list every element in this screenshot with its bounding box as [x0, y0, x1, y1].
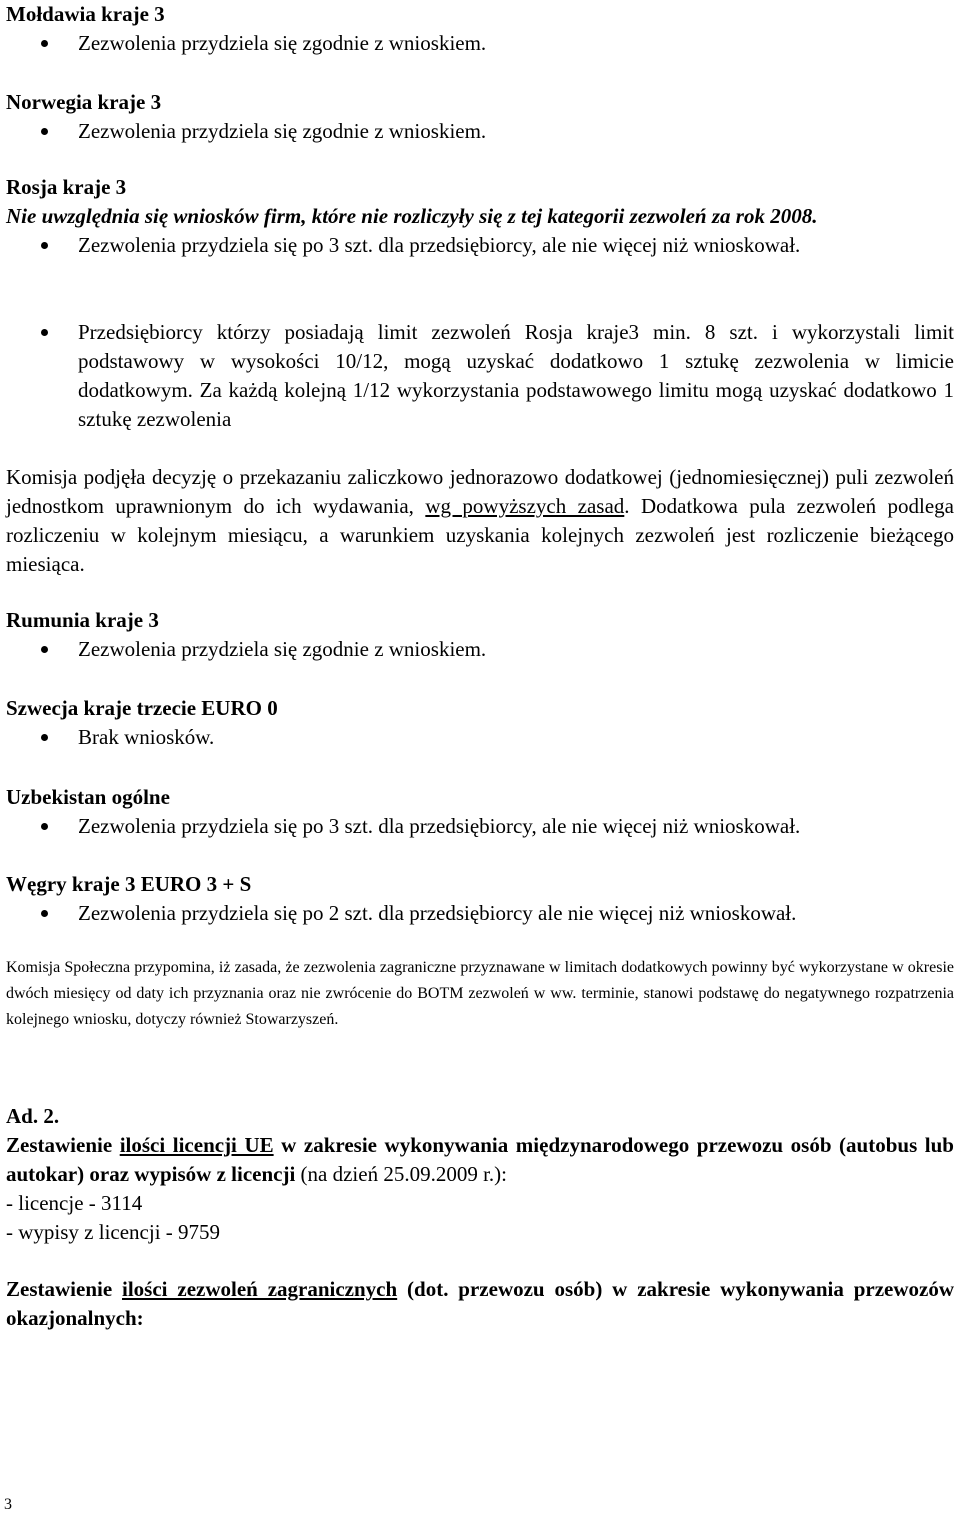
extract-count: - wypisy z licencji - 9759: [6, 1220, 221, 1244]
bullet-list: [6, 812, 954, 841]
bullet-list: [6, 231, 954, 260]
section-rosja: [6, 173, 954, 260]
bullet-icon: [41, 329, 48, 336]
bullet-icon: [41, 734, 48, 741]
section-note: Nie uwzględnia się wniosków firm, które nie rozliczyły się z tej kategorii zezwoleń za rok 2008.: [6, 204, 818, 228]
list-item: Brak wniosków.: [6, 723, 954, 752]
section-moldawia: [6, 0, 954, 58]
section-szwecja: [6, 694, 954, 752]
bullet-list: [6, 899, 954, 928]
underlined-phrase: ilości licencji UE: [119, 1133, 274, 1157]
list-item: Zezwolenia przydziela się zgodnie z wnioskiem.: [6, 29, 954, 58]
commission-note: Komisja Społeczna przypomina, iż zasada, że zezwolenia zagraniczne przyznawane w limitach dodatkowych powinny być wykorzystane w okresie dwóch miesięcy od daty ich przyznania oraz nie zwrócenie do BOTM zezwoleń w ww. terminie, stanowi podstawę do negatywnego rozpatrzenia kolejnego wniosku, dotyczy również Stowarzyszeń.: [6, 959, 954, 1028]
list-item: Zezwolenia przydziela się zgodnie z wnioskiem.: [6, 635, 954, 664]
section-title: Szwecja kraje trzecie EURO 0: [6, 696, 278, 720]
section-norwegia: [6, 88, 954, 146]
section-rumunia: [6, 606, 954, 664]
page-number: 3: [4, 1496, 12, 1513]
list-item: Przedsiębiorcy którzy posiadają limit zezwoleń Rosja kraje3 min. 8 szt. i wykorzystali limit podstawowy w wysokości 10/12, mogą uzyskać dodatkowo 1 sztukę zezwolenia w limicie dodatkowym. Za każdą kolejną 1/12 wykorzystania podstawowego limitu mogą uzyskać dodatkowo 1 sztukę zezwolenia: [6, 318, 954, 434]
underlined-phrase: ilości zezwoleń zagranicznych: [122, 1277, 398, 1301]
section-title: Rumunia kraje 3: [6, 608, 159, 632]
permits-heading: Zestawienie ilości zezwoleń zagranicznych (dot. przewozu osób) w zakresie wykonywania przewozów okazjonalnych:: [6, 1277, 954, 1330]
section-title: Mołdawia kraje 3: [6, 2, 165, 26]
bullet-list: [6, 318, 954, 434]
section-label: Ad. 2.: [6, 1104, 60, 1128]
section-wegry: [6, 870, 954, 928]
bullet-list: [6, 723, 954, 752]
section-title: Uzbekistan ogólne: [6, 785, 170, 809]
bullet-icon: [41, 646, 48, 653]
underlined-phrase: wg powyższych zasad: [425, 494, 625, 518]
section-uzbekistan: [6, 783, 954, 841]
bullet-icon: [41, 40, 48, 47]
list-item: Zezwolenia przydziela się zgodnie z wnioskiem.: [6, 117, 954, 146]
list-item: Zezwolenia przydziela się po 3 szt. dla przedsiębiorcy, ale nie więcej niż wnioskował.: [6, 231, 954, 260]
rosja-commission-paragraph: Komisja podjęła decyzję o przekazaniu zaliczkowo jednorazowo dodatkowej (jednomiesięcznej) puli zezwoleń jednostkom uprawnionym do ich wydawania, wg powyższych zasad. Dodatkowa pula zezwoleń podlega rozliczeniu w kolejnym miesiącu, a warunkiem uzyskania kolejnych zezwoleń jest rozliczenie bieżącego miesiąca.: [6, 465, 954, 576]
bullet-list: [6, 117, 954, 146]
list-item: Zezwolenia przydziela się po 2 szt. dla przedsiębiorcy ale nie więcej niż wnioskował.: [6, 899, 954, 928]
section-title: Norwegia kraje 3: [6, 90, 162, 114]
section-title: Węgry kraje 3 EURO 3 + S: [6, 872, 252, 896]
section-ad2: [6, 1102, 954, 1247]
bullet-icon: [41, 823, 48, 830]
bullet-icon: [41, 910, 48, 917]
licence-heading: Zestawienie ilości licencji UE w zakresie wykonywania międzynarodowego przewozu osób (autobus lub autokar) oraz wypisów z licencji (na dzień 25.09.2009 r.):: [6, 1133, 954, 1186]
list-item: Zezwolenia przydziela się po 3 szt. dla przedsiębiorcy, ale nie więcej niż wnioskował.: [6, 812, 954, 841]
section-title: Rosja kraje 3: [6, 175, 127, 199]
bullet-list: [6, 635, 954, 664]
bullet-list: [6, 29, 954, 58]
bullet-icon: [41, 242, 48, 249]
rosja-item-2: [6, 318, 954, 434]
licence-count: - licencje - 3114: [6, 1191, 143, 1215]
bullet-icon: [41, 128, 48, 135]
